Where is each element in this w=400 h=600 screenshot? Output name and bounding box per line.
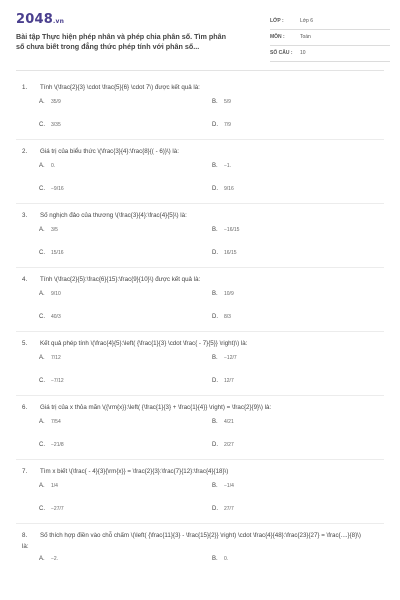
option-letter: C. [39, 250, 45, 256]
option-letter: D. [212, 506, 218, 512]
option-c[interactable] [39, 186, 64, 192]
option-letter: D. [212, 186, 218, 192]
option-letter: C. [39, 442, 45, 448]
question-text [22, 210, 372, 221]
option-letter: A. [39, 163, 45, 169]
option-letter: B. [212, 556, 218, 562]
logo-suffix: .vn [52, 18, 65, 25]
option-value: −1. [224, 163, 232, 169]
logo-text: 2048 [16, 12, 53, 27]
question-prompt: Giá trị của x thỏa mãn \({\rm{x}}:\left( {\frac{1}{3} + \frac{1}{4}} \right) = \frac{2}{9}\) là: [40, 404, 272, 411]
question-text [22, 146, 372, 157]
option-value: 15/16 [51, 250, 64, 256]
option-value: −16/15 [224, 227, 240, 233]
option-value: 5/9 [224, 99, 231, 105]
option-b[interactable] [212, 227, 239, 233]
option-letter: B. [212, 355, 218, 361]
option-letter: C. [39, 122, 45, 128]
option-value: 7/54 [51, 419, 61, 425]
question-4 [16, 268, 384, 332]
question-number: 1. [22, 84, 28, 91]
option-value: 8/3 [224, 314, 231, 320]
option-value: −2. [51, 556, 59, 562]
option-d[interactable] [212, 186, 234, 192]
option-letter: B. [212, 163, 218, 169]
option-letter: D. [212, 378, 218, 384]
option-letter: A. [39, 483, 45, 489]
question-6 [16, 396, 384, 460]
option-value: 2/27 [224, 442, 234, 448]
option-a[interactable] [39, 556, 58, 562]
question-text [22, 338, 372, 349]
option-a[interactable] [39, 355, 61, 361]
option-c[interactable] [39, 442, 64, 448]
option-value: 12/7 [224, 378, 234, 384]
option-letter: D. [212, 442, 218, 448]
option-b[interactable] [212, 355, 237, 361]
option-a[interactable] [39, 419, 61, 425]
option-letter: B. [212, 483, 218, 489]
question-prompt: Số thích hợp điền vào chỗ chấm \(\left( {\frac{11}{3} - \frac{15}{2}} \right) \cdot \frac{4}{48}:\frac{23}{27} = \frac{....}{8}\) là: [22, 532, 361, 550]
meta-value: 10 [300, 50, 306, 56]
meta-row-count [270, 48, 390, 62]
option-c[interactable] [39, 250, 64, 256]
option-value: −27/7 [51, 506, 64, 512]
option-letter: A. [39, 99, 45, 105]
question-number: 3. [22, 212, 28, 219]
option-value: 9/16 [224, 186, 234, 192]
option-value: 0. [224, 556, 229, 562]
question-text [22, 402, 372, 413]
meta-value: Toán [300, 34, 311, 40]
option-letter: A. [39, 355, 45, 361]
option-b[interactable] [212, 291, 234, 297]
meta-row-subject [270, 32, 390, 46]
option-d[interactable] [212, 506, 234, 512]
option-value: 16/15 [224, 250, 237, 256]
question-text [22, 466, 372, 477]
option-c[interactable] [39, 506, 64, 512]
question-text [22, 82, 372, 93]
question-number: 4. [22, 276, 28, 283]
option-value: 4/21 [224, 419, 234, 425]
question-3 [16, 204, 384, 268]
option-value: 0. [51, 163, 56, 169]
option-value: −7/12 [51, 378, 64, 384]
option-value: 10/9 [224, 291, 234, 297]
option-letter: D. [212, 314, 218, 320]
option-value: 9/10 [51, 291, 61, 297]
option-c[interactable] [39, 378, 64, 384]
header [16, 12, 384, 66]
meta-row-class [270, 16, 390, 30]
option-d[interactable] [212, 314, 231, 320]
option-letter: A. [39, 227, 45, 233]
option-d[interactable] [212, 442, 234, 448]
option-letter: B. [212, 227, 218, 233]
question-text [22, 274, 372, 285]
question-prompt: Tìm x biết \(\frac{ - 4}{3}{\rm{x}} = \frac{2}{3}:\frac{7}{12}:\frac{4}{18}\) [40, 468, 229, 475]
option-letter: C. [39, 314, 45, 320]
question-prompt: Tính \(\frac{2}{3} \cdot \frac{5}{6} \cdot 7\) được kết quả là: [40, 84, 200, 91]
question-1 [16, 76, 384, 140]
option-value: 1/4 [51, 483, 58, 489]
option-letter: A. [39, 291, 45, 297]
option-d[interactable] [212, 122, 231, 128]
question-number: 2. [22, 148, 28, 155]
meta-label: SỐ CÂU : [270, 50, 293, 56]
option-value: 40/3 [51, 314, 61, 320]
option-value: −21/8 [51, 442, 64, 448]
option-a[interactable] [39, 291, 61, 297]
question-5 [16, 332, 384, 396]
option-letter: C. [39, 378, 45, 384]
option-b[interactable] [212, 163, 231, 169]
option-d[interactable] [212, 250, 237, 256]
option-a[interactable] [39, 483, 58, 489]
header-divider [16, 70, 384, 71]
option-letter: B. [212, 99, 218, 105]
option-letter: C. [39, 506, 45, 512]
option-letter: C. [39, 186, 45, 192]
question-prompt: Tính \(\frac{2}{5}:\frac{6}{15}:\frac{9}{10}\) được kết quả là: [40, 276, 201, 283]
question-number: 5. [22, 340, 28, 347]
option-a[interactable] [39, 99, 61, 105]
option-b[interactable] [212, 483, 234, 489]
option-b[interactable] [212, 556, 228, 562]
option-a[interactable] [39, 227, 58, 233]
option-letter: D. [212, 250, 218, 256]
question-2 [16, 140, 384, 204]
option-d[interactable] [212, 378, 234, 384]
question-text [22, 530, 362, 552]
option-b[interactable] [212, 99, 231, 105]
option-value: 27/7 [224, 506, 234, 512]
option-value: 7/12 [51, 355, 61, 361]
option-a[interactable] [39, 163, 55, 169]
question-prompt: Kết quả phép tính \(\frac{4}{5}:\left( {\frac{1}{3} \cdot \frac{ - 7}{5}} \right)\) là: [40, 340, 248, 347]
question-prompt: Giá trị của biểu thức \(\frac{3}{4}:\frac{8}{( - 6)}\) là: [40, 148, 179, 155]
option-value: −9/16 [51, 186, 64, 192]
meta-label: LỚP : [270, 18, 284, 24]
option-letter: D. [212, 122, 218, 128]
option-value: 35/9 [51, 99, 61, 105]
option-c[interactable] [39, 122, 61, 128]
question-number: 7. [22, 468, 28, 475]
option-value: 3/35 [51, 122, 61, 128]
option-value: 7/9 [224, 122, 231, 128]
site-logo[interactable] [16, 12, 64, 27]
option-c[interactable] [39, 314, 61, 320]
question-list [16, 76, 384, 588]
option-b[interactable] [212, 419, 234, 425]
question-prompt: Số nghịch đảo của thương \(\frac{3}{4}:\frac{4}{5}\) là: [40, 212, 187, 219]
option-value: −1/4 [224, 483, 234, 489]
option-value: −12/7 [224, 355, 237, 361]
option-letter: B. [212, 419, 218, 425]
question-number: 8. [22, 532, 28, 539]
option-letter: A. [39, 556, 45, 562]
question-8 [16, 524, 384, 588]
meta-panel [270, 16, 390, 64]
option-letter: B. [212, 291, 218, 297]
option-value: 3/5 [51, 227, 58, 233]
question-7 [16, 460, 384, 524]
question-number: 6. [22, 404, 28, 411]
meta-value: Lớp 6 [300, 18, 314, 24]
document-title: Bài tập Thực hiện phép nhân và phép chia phân số. Tìm phân số chưa biết trong đẳng thức phép tính với phân số... [16, 32, 227, 51]
option-letter: A. [39, 419, 45, 425]
meta-label: MÔN : [270, 34, 285, 40]
